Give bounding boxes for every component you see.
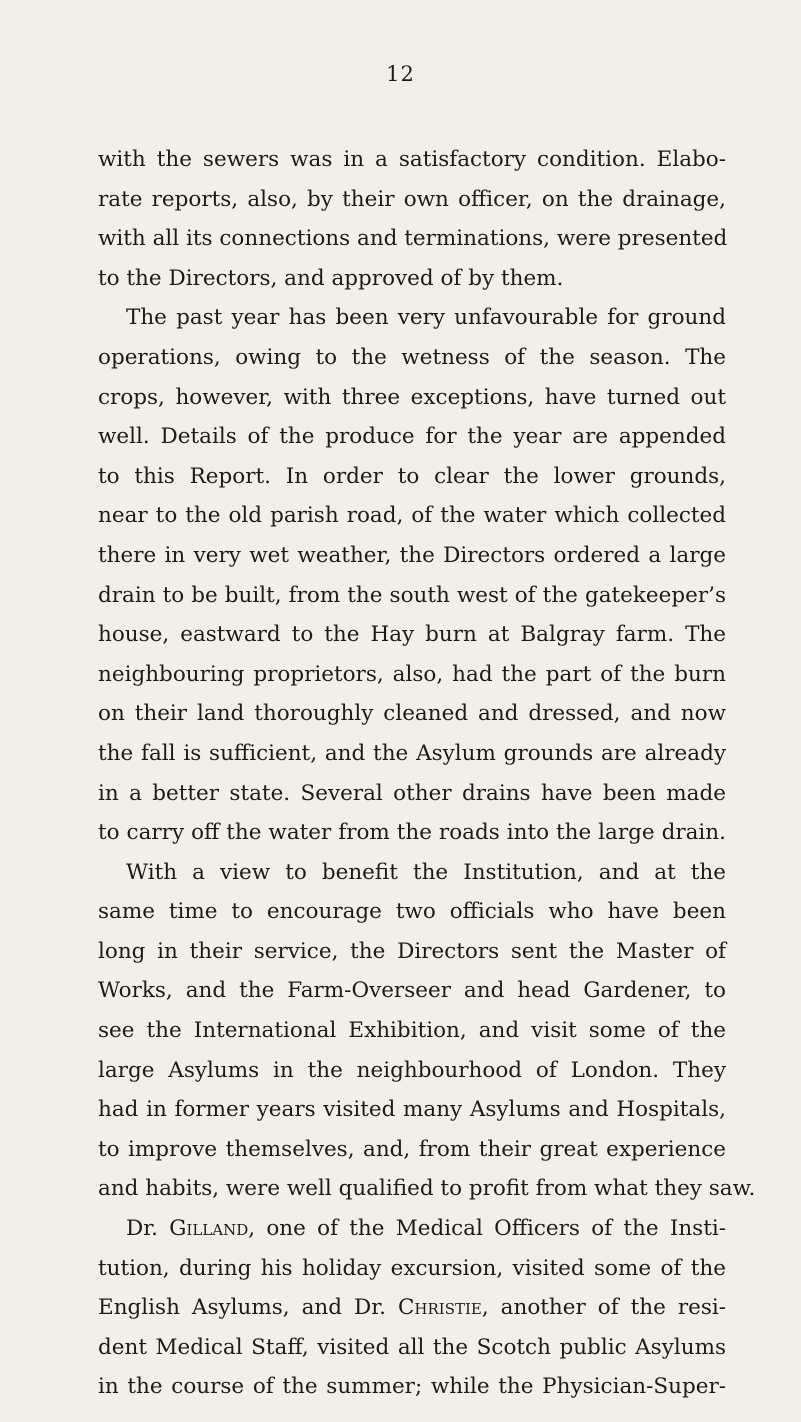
text-line: The past year has been very unfavourable for ground	[126, 305, 726, 331]
text-line: crops, however, with three exceptions, have turned out	[98, 384, 726, 410]
text-line: to carry off the water from the roads into the large drain.	[98, 820, 726, 846]
text-line: had in former years visited many Asylums and Hospitals,	[98, 1097, 726, 1123]
text-line: and habits, were well qualified to profit from what they saw.	[98, 1176, 756, 1202]
text-line: near to the old parish road, of the water which collected	[98, 503, 726, 529]
text-line: see the International Exhibition, and visit some of the	[98, 1018, 726, 1044]
text-line: Works, and the Farm-Overseer and head Gardener, to	[98, 978, 726, 1004]
text-line: in the course of the summer; while the Physician-Super-	[98, 1374, 726, 1400]
body-text	[98, 140, 756, 1407]
text-line: the fall is sufficient, and the Asylum grounds are already	[98, 740, 726, 766]
text-line: Dr. Gilland, one of the Medical Officers of the Insti-	[126, 1216, 726, 1242]
text-line: well. Details of the produce for the year are appended	[98, 424, 726, 450]
text-line: dent Medical Staff, visited all the Scotch public Asylums	[98, 1334, 726, 1360]
text-line: with the sewers was in a satisfactory condition. Elabo-	[98, 147, 726, 172]
text-line: tution, during his holiday excursion, visited some of the	[98, 1255, 726, 1281]
text-line: operations, owing to the wetness of the season. The	[98, 344, 726, 370]
text-line: with all its connections and terminations, were presented	[98, 226, 728, 252]
text-line: long in their service, the Directors sent the Master of	[98, 938, 726, 964]
text-line: to this Report. In order to clear the lower grounds,	[98, 463, 726, 489]
text-line: on their land thoroughly cleaned and dressed, and now	[98, 701, 726, 727]
text-line: English Asylums, and Dr. Christie, another of the resi-	[98, 1295, 727, 1321]
text-line: same time to encourage two officials who have been	[98, 899, 726, 925]
text-line: neighbouring proprietors, also, had the part of the burn	[98, 661, 726, 687]
text-line: there in very wet weather, the Directors ordered a large	[98, 542, 726, 568]
page-number: 12	[386, 62, 415, 86]
text-line: With a view to benefit the Institution, and at the	[126, 859, 726, 885]
text-line: rate reports, also, by their own officer, on the drainage,	[98, 186, 726, 212]
text-line: to the Directors, and approved of by them.	[98, 265, 564, 291]
text-line: in a better state. Several other drains have been made	[98, 780, 726, 806]
text-line: house, eastward to the Hay burn at Balgray farm. The	[98, 622, 726, 648]
text-line: drain to be built, from the south west of the gatekeeper’s	[98, 582, 726, 608]
text-line: to improve themselves, and, from their great experience	[98, 1136, 726, 1162]
text-line: large Asylums in the neighbourhood of London. They	[98, 1057, 726, 1083]
